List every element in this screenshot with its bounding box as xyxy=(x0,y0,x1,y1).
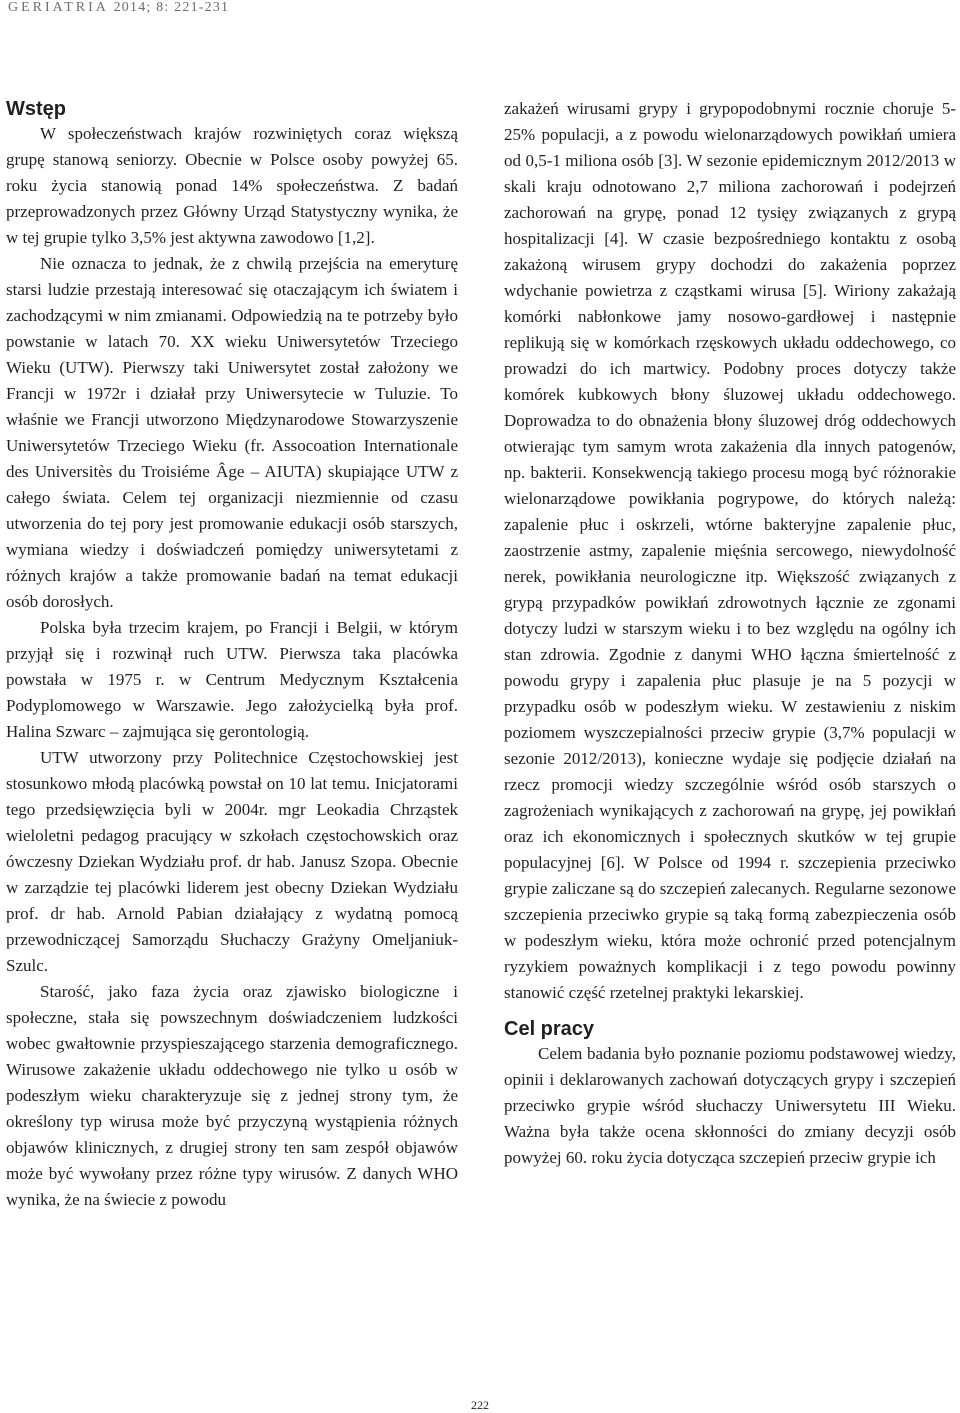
left-column xyxy=(6,96,458,1213)
paragraph: Celem badania było poznanie poziomu podstawowej wiedzy, opinii i deklarowanych zachowań dotyczących grypy i szczepień przeciwko grypie wśród słuchaczy Uniwersytetu III Wieku. Ważna była także ocena skłonności do zmiany decyzji osób powyżej 60. roku życia dotycząca szczepień przeciw grypie ich xyxy=(504,1044,956,1167)
section-heading-aim: Cel pracy xyxy=(504,1018,595,1040)
paragraph: Polska była trzecim krajem, po Francji i Belgii, w którym przyjął się i rozwinął ruch UTW. Pierwsza taka placówka powstała w 1975 r. w Centrum Medycznym Kształcenia Podyplomowego w Warszawie. Jego założycielką była prof. Halina Szwarc – zajmująca się gerontologią. xyxy=(6,618,458,741)
journal-name: GERIATRIA xyxy=(8,0,109,15)
journal-citation: 2014; 8: 221-231 xyxy=(113,0,230,15)
paragraph: UTW utworzony przy Politechnice Częstochowskiej jest stosunkowo młodą placówką powstał on 10 lat temu. Inicjatorami tego przedsięwzięcia byli w 2004r. mgr Leokadia Chrząstek wieloletni pedagog pracujący w szkołach częstochowskich oraz ówczesny Dziekan Wydziału prof. dr hab. Janusz Szopa. Obecnie w zarządzie tej placówki liderem jest obecny Dziekan Wydziału prof. dr hab. Arnold Pabian działający z wydatną pomocą przewodniczącej Samorządu Słuchaczy Grażyny Omeljaniuk-Szulc. xyxy=(6,748,458,975)
page-number: 222 xyxy=(471,1398,489,1412)
paragraph: W społeczeństwach krajów rozwiniętych coraz większą grupę stanową seniorzy. Obecnie w Polsce osoby powyżej 65. roku życia stanowią ponad 14% społeczeństwa. Z badań przeprowadzonych przez Główny Urząd Statystyczny wynika, że w tej grupie tylko 3,5% jest aktywna zawodowo [1,2]. xyxy=(6,124,458,247)
paragraph-continued: zakażeń wirusami grypy i grypopodobnymi rocznie choruje 5-25% populacji, a z powodu wielonarządowych powikłań umiera od 0,5-1 miliona osób [3]. W sezonie epidemicznym 2012/2013 w skali kraju odnotowano 2,7 miliona zachorowań i podejrzeń zachorowań na grypę, ponad 12 tysięy związanych z grypą hospitalizacji [4]. W czasie bezpośredniego kontaktu z osobą zakażoną wirusem grypy dochodzi do zakażenia poprzez wdychanie powietrza z cząstkami wirusa [5]. Wiriony zakażają komórki nabłonkowe jamy nosowo-gardłowej i następnie replikują się w komórkach rzęskowych układu oddechowego, co prowadzi do ich martwicy. Podobny proces dotyczy także komórek kubkowych błony śluzowej układu oddechowego. Doprowadza to do obnażenia błony śluzowej dróg oddechowych otwierając tym samym wrota zakażenia dla innych patogenów, np. bakterii. Konsekwencją takiego procesu mogą być różnorakie wielonarządowe powikłania pogrypowe, do których należą: zapalenie płuc i oskrzeli, wtórne bakteryjne zapalenie płuc, zaostrzenie astmy, zapalenie mięśnia sercowego, niewydolność nerek, powikłania neurologiczne itp. Większość związanych z grypą przypadków powikłań zdrowotnych łącznie ze zgonami dotyczy ludzi w starszym wieku i to bez względu na ogólny ich stan zdrowia. Zgodnie z danymi WHO łączna śmiertelność z powodu grypy i zapalenia płuc plasuje je na 5 pozycji w przypadku osób w podeszłym wieku. W zestawieniu z niskim poziomem wyszczepialności przeciw grypie (3,7% populacji w sezonie 2012/2013), konieczne wydaje się podjęcie działań na rzecz promocji wiedzy szczególnie wśród osób starszych o zagrożeniach wynikających z zachorowań na grypę, jej powikłań oraz ich ekonomicznych i społecznych skutków w tej grupie populacyjnej [6]. W Polsce od 1994 r. szczepienia przeciwko grypie zaliczane są do szczepień zalecanych. Regularne sezonowe szczepienia przeciwko grypie są taką formą zabezpieczenia osób w podeszłym wieku, która może ochronić przed potencjalnym ryzykiem poważnych komplikacji i z tego powodu powinny stanowić część rzetelnej praktyki lekarskiej. xyxy=(504,99,956,1002)
paragraph: Starość, jako faza życia oraz zjawisko biologiczne i społeczne, stała się powszechnym doświadczeniem ludzkości wobec gwałtownie przyspieszającego starzenia demograficznego. Wirusowe zakażenie układu oddechowego nie tylko u osób w podeszłym wieku charakteryzuje się z jednej strony tym, że określony typ wirusa może być przyczyną wystąpienia różnych objawów klinicznych, z drugiej strony ten sam zespół objawów może być wywołany przez różne typy wirusów. Z danych WHO wynika, że na świecie z powodu xyxy=(6,982,458,1209)
section-heading-introduction: Wstęp xyxy=(6,98,66,120)
running-head xyxy=(8,0,229,16)
paragraph: Nie oznacza to jednak, że z chwilą przejścia na emeryturę starsi ludzie przestają interesować się otaczającym ich światem i zachodzącymi w nim zmianami. Odpowiedzią na te potrzeby było powstanie w latach 70. XX wieku Uniwersytetów Trzeciego Wieku (UTW). Pierwszy taki Uniwersytet został założony we Francji w 1972r i działał przy Uniwersytecie w Tuluzie. To właśnie we Francji utworzono Międzynarodowe Stowarzyszenie Uniwersytetów Trzeciego Wieku (fr. Assocoation Internationale des Universitès du Troisiéme Âge – AIUTA) skupiające UTW z całego świata. Celem tej organizacji niezmiennie od czasu utworzenia do tej pory jest promowanie edukacji osób starszych, wymiana wiedzy i doświadczeń pomiędzy uniwersytetami z różnych krajów a także promowanie badań na temat edukacji osób dorosłych. xyxy=(6,254,458,611)
right-column xyxy=(504,96,956,1171)
